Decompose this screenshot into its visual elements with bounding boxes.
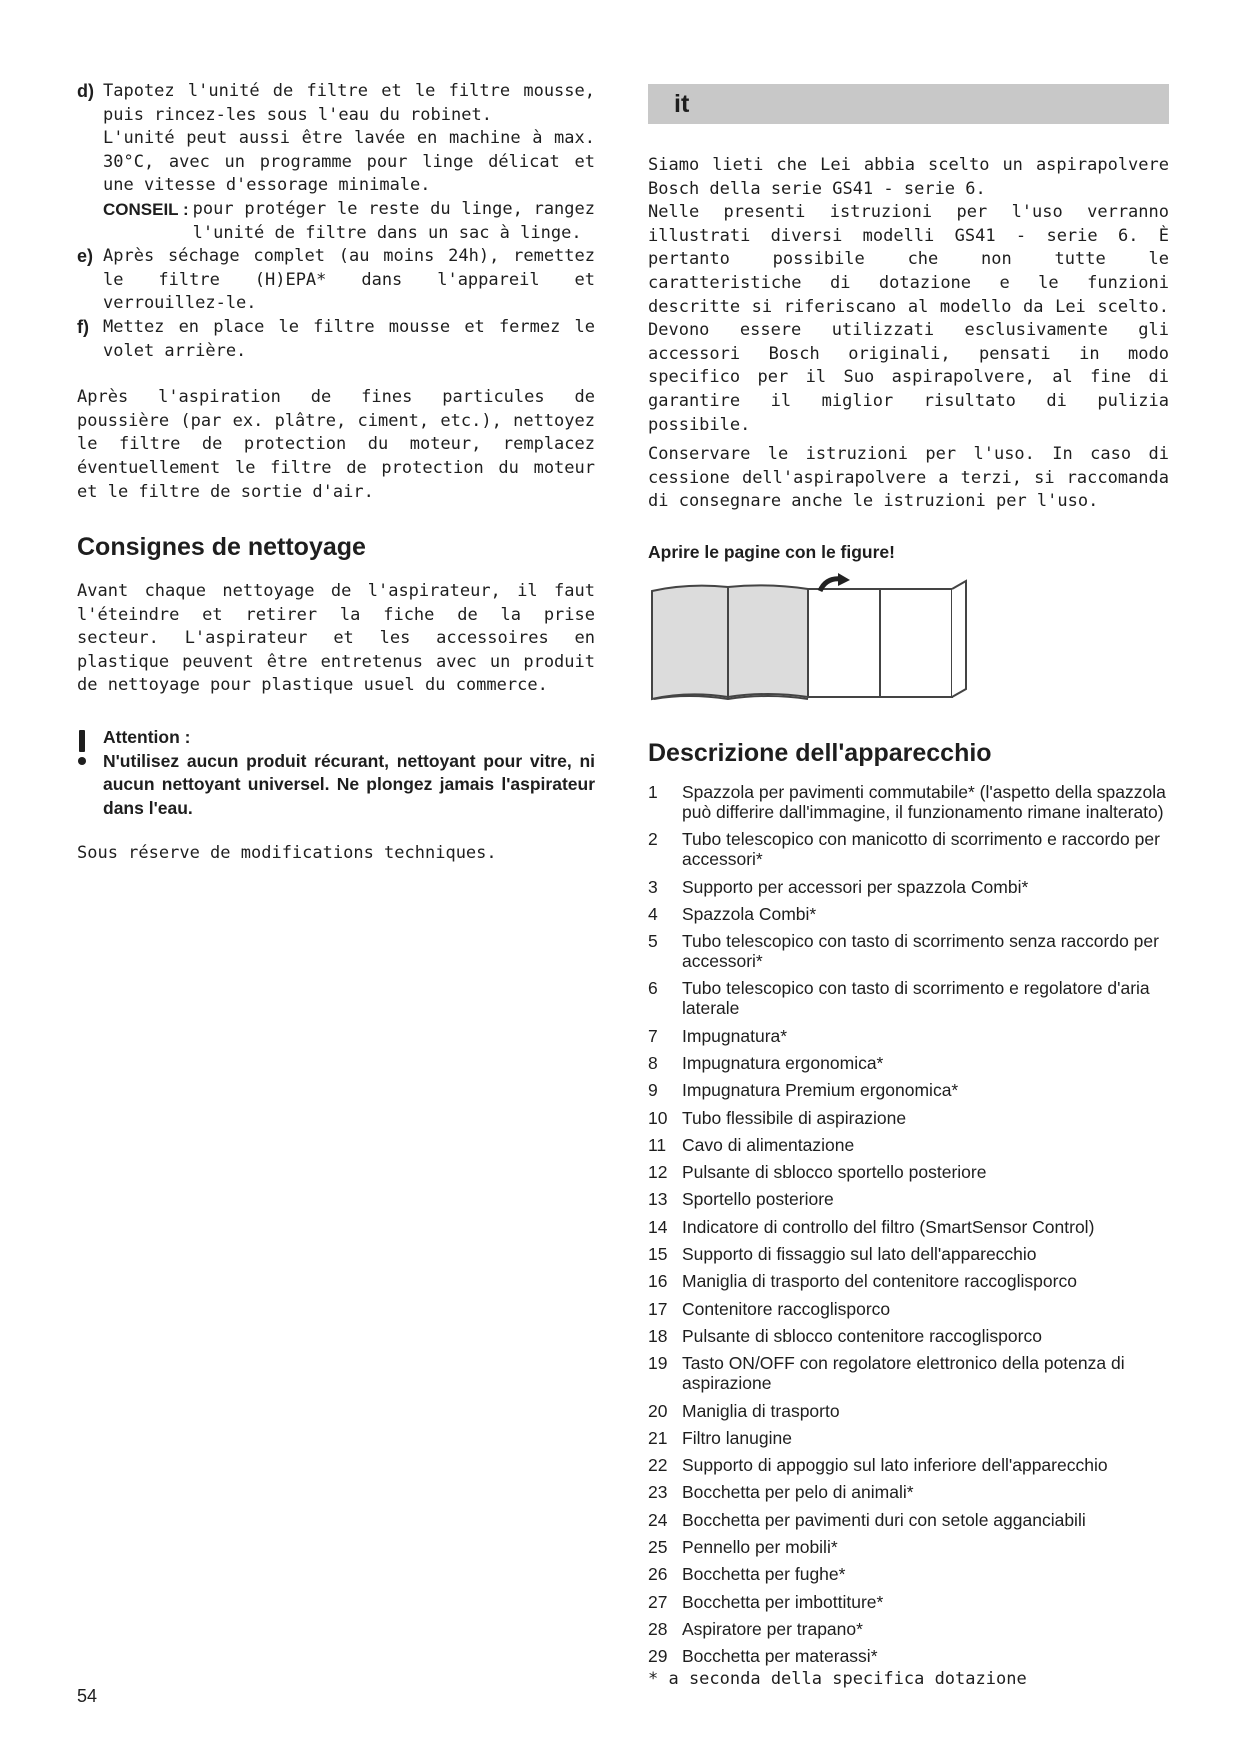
part-item — [648, 904, 1169, 924]
part-number: 4 — [648, 903, 658, 924]
part-number: 25 — [648, 1537, 668, 1558]
part-number: 29 — [648, 1646, 668, 1667]
part-item — [648, 1299, 1169, 1319]
part-text: Tubo flessibile di aspirazione — [682, 1107, 907, 1128]
part-number: 12 — [648, 1162, 668, 1183]
part-text: Cavo di alimentazione — [682, 1134, 855, 1155]
paragraph-cleaning: Avant chaque nettoyage de l'aspirateur, il faut l'éteindre et retirer la fiche de la prise secteur. L'aspirateur et les accessoires en plastique peuvent être entretenus avec un produit de nettoyage pour plastique usuel du commerce. — [77, 581, 595, 696]
heading-description: Descrizione dell'apparecchio — [648, 738, 992, 767]
part-text: Supporto di appoggio sul lato inferiore dell'apparecchio — [682, 1455, 1108, 1476]
part-text: Pennello per mobili* — [682, 1537, 838, 1558]
language-code: it — [674, 89, 690, 118]
part-number: 3 — [648, 876, 658, 897]
step-text: Après séchage complet (au moins 24h), remettez le filtre (H)EPA* dans l'appareil et verrouillez-le. — [103, 246, 595, 314]
part-item — [648, 782, 1169, 822]
part-text: Spazzola per pavimenti commutabile* (l'aspetto della spazzola può differire dall'immagine, il funzionamento rimane inalterato) — [682, 781, 1166, 822]
part-item — [648, 931, 1169, 971]
step-e — [77, 245, 595, 316]
figure-caption: Aprire le pagine con le figure! — [648, 541, 895, 562]
part-text: Indicatore di controllo del filtro (SmartSensor Control) — [682, 1216, 1095, 1237]
part-text: Pulsante di sblocco sportello posteriore — [682, 1162, 987, 1183]
part-item — [648, 1053, 1169, 1073]
part-number: 18 — [648, 1325, 668, 1346]
part-text: Supporto di fissaggio sul lato dell'apparecchio — [682, 1244, 1037, 1265]
part-number: 20 — [648, 1400, 668, 1421]
part-item — [648, 1271, 1169, 1291]
part-item — [648, 1026, 1169, 1046]
parts-list — [648, 782, 1169, 1666]
part-number: 26 — [648, 1564, 668, 1585]
part-number: 5 — [648, 931, 658, 952]
part-text: Bocchetta per fughe* — [682, 1564, 846, 1585]
part-number: 8 — [648, 1052, 658, 1073]
left-column — [77, 80, 595, 866]
part-item — [648, 1401, 1169, 1421]
part-number: 17 — [648, 1298, 668, 1319]
part-item — [648, 1455, 1169, 1475]
part-item — [648, 1646, 1169, 1666]
part-text: Bocchetta per imbottiture* — [682, 1591, 884, 1612]
part-text: Impugnatura ergonomica* — [682, 1052, 884, 1073]
part-number: 22 — [648, 1455, 668, 1476]
part-text: Bocchetta per pavimenti duri con setole agganciabili — [682, 1509, 1086, 1530]
part-item — [648, 829, 1169, 869]
part-text: Tubo telescopico con tasto di scorrimento senza raccordo per accessori* — [682, 931, 1159, 972]
part-number: 11 — [648, 1134, 667, 1155]
part-text: Spazzola Combi* — [682, 903, 817, 924]
part-item — [648, 978, 1169, 1018]
heading-cleaning: Consignes de nettoyage — [77, 533, 366, 562]
part-text: Pulsante di sblocco contenitore raccoglisporco — [682, 1325, 1042, 1346]
part-number: 10 — [648, 1107, 668, 1128]
intro-paragraph-1: Siamo lieti che Lei abbia scelto un aspirapolvere Bosch della serie GS41 - serie 6. — [648, 155, 1169, 199]
fold-out-pages-illustration — [648, 573, 978, 703]
part-item — [648, 1189, 1169, 1209]
part-number: 13 — [648, 1189, 668, 1210]
part-number: 2 — [648, 829, 658, 850]
part-number: 16 — [648, 1271, 668, 1292]
part-text: Contenitore raccoglisporco — [682, 1298, 891, 1319]
step-label: d) — [77, 81, 94, 101]
part-number: 9 — [648, 1080, 658, 1101]
right-column — [648, 84, 1169, 1691]
part-number: 7 — [648, 1025, 658, 1046]
paragraph-fine-particles: Après l'aspiration de fines particules de poussière (par ex. plâtre, ciment, etc.), nettoyez le filtre de protection du moteur, remplacez éventuellement le filtre de protection du moteur et le filtre de sortie d'air. — [77, 387, 595, 502]
part-number: 1 — [648, 781, 658, 802]
part-text: Aspiratore per trapano* — [682, 1618, 863, 1639]
part-item — [648, 1428, 1169, 1448]
part-item — [648, 1326, 1169, 1346]
footnote: * a seconda della specifica dotazione — [648, 1668, 1027, 1689]
part-text: Impugnatura Premium ergonomica* — [682, 1080, 959, 1101]
attention-box — [77, 726, 595, 820]
exclamation-icon — [77, 726, 103, 796]
part-item — [648, 1564, 1169, 1584]
page-number: 54 — [77, 1686, 98, 1706]
part-text: Impugnatura* — [682, 1025, 788, 1046]
part-text: Maniglia di trasporto del contenitore raccoglisporco — [682, 1271, 1077, 1292]
part-number: 27 — [648, 1591, 668, 1612]
part-item — [648, 1217, 1169, 1237]
part-text: Tubo telescopico con tasto di scorrimento e regolatore d'aria laterale — [682, 978, 1150, 1019]
part-text: Supporto per accessori per spazzola Combi* — [682, 876, 1029, 897]
part-text: Maniglia di trasporto — [682, 1400, 840, 1421]
part-item — [648, 1108, 1169, 1128]
step-label: e) — [77, 246, 94, 267]
attention-title: Attention : — [103, 727, 191, 748]
step-d — [77, 80, 595, 245]
conseil-label: CONSEIL : — [103, 199, 189, 219]
part-number: 15 — [648, 1244, 668, 1265]
attention-text: N'utilisez aucun produit récurant, nettoyant pour vitre, ni aucun nettoyant universel. Ne plongez jamais l'aspirateur dans l'eau. — [103, 750, 595, 818]
part-item — [648, 1135, 1169, 1155]
part-number: 19 — [648, 1353, 668, 1374]
step-f — [77, 316, 595, 363]
part-text: Sportello posteriore — [682, 1189, 834, 1210]
intro-paragraph-3: Conservare le istruzioni per l'uso. In caso di cessione dell'aspirapolvere a terzi, si raccomanda di consegnare anche le istruzioni per l'uso. — [648, 444, 1169, 512]
step-label: f) — [77, 316, 89, 337]
part-text: Tubo telescopico con manicotto di scorrimento e raccordo per accessori* — [682, 829, 1160, 870]
part-text: Tasto ON/OFF con regolatore elettronico della potenza di aspirazione — [682, 1353, 1125, 1394]
intro-paragraph-2: Nelle presenti istruzioni per l'uso verranno illustrati diversi modelli GS41 - serie 6. È pertanto possibile che non tutte le caratteristiche di dotazione e le funzioni descritte si riferiscano al modello da Lei scelto. Devono essere utilizzati esclusivamente gli accessori Bosch originali, pensati in modo specifico per il Suo aspirapolvere, al fine di garantire il miglior risultato di pulizia possibile. — [648, 202, 1169, 435]
part-text: Bocchetta per pelo di animali* — [682, 1482, 914, 1503]
part-item — [648, 877, 1169, 897]
part-item — [648, 1353, 1169, 1393]
step-text: Mettez en place le filtre mousse et fermez le volet arrière. — [103, 316, 595, 361]
conseil-note — [103, 198, 595, 245]
part-item — [648, 1537, 1169, 1557]
part-item — [648, 1619, 1169, 1639]
part-text: Filtro lanugine — [682, 1427, 792, 1448]
part-item — [648, 1592, 1169, 1612]
part-text: Bocchetta per materassi* — [682, 1646, 878, 1667]
part-item — [648, 1510, 1169, 1530]
step-text: L'unité peut aussi être lavée en machine à max. 30°C, avec un programme pour linge délicat et une vitesse d'essorage minimale. — [103, 128, 595, 196]
part-item — [648, 1244, 1169, 1264]
part-number: 23 — [648, 1482, 668, 1503]
part-number: 14 — [648, 1216, 668, 1237]
part-item — [648, 1482, 1169, 1502]
conseil-text: pour protéger le reste du linge, rangez l'unité de filtre dans un sac à linge. — [192, 198, 595, 243]
part-number: 21 — [648, 1427, 668, 1448]
step-text: Tapotez l'unité de filtre et le filtre mousse, puis rincez-les sous l'eau du robinet. — [103, 81, 595, 125]
part-number: 6 — [648, 978, 658, 999]
reserve-note: Sous réserve de modifications techniques. — [77, 843, 497, 864]
part-number: 24 — [648, 1509, 668, 1530]
part-item — [648, 1162, 1169, 1182]
part-item — [648, 1080, 1169, 1100]
part-number: 28 — [648, 1618, 668, 1639]
language-bar — [648, 84, 1169, 124]
